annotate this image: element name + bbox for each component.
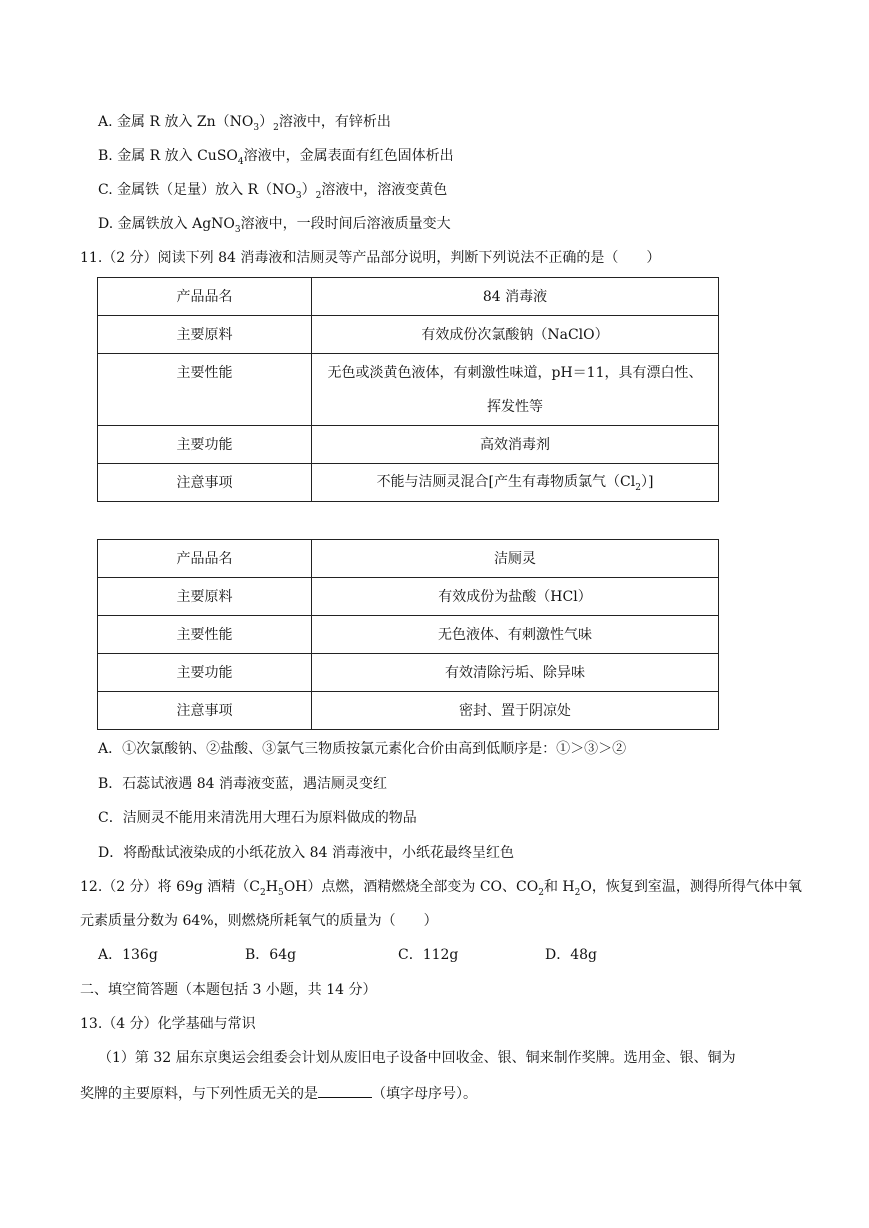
option-q11-c: C．洁厕灵不能用来清洗用大理石为原料做成的物品	[98, 810, 417, 826]
table-cell-key: 产品品名	[98, 540, 312, 578]
table-cell-key: 主要原料	[98, 316, 312, 354]
product-table-84-disinfectant	[97, 277, 719, 502]
option-q12-b: B．64g	[245, 947, 297, 963]
question-11-stem: 11.（2 分）阅读下列 84 消毒液和洁厕灵等产品部分说明，判断下列说法不正确的是（ ）	[80, 250, 661, 266]
table-row	[98, 692, 719, 730]
table-cell-key: 注意事项	[98, 464, 312, 502]
question-12-stem-line-2: 元素质量分数为 64%，则燃烧所耗氧气的质量为（ ）	[80, 913, 438, 929]
question-13-stem: 13.（4 分）化学基础与常识	[80, 1016, 256, 1032]
table-cell-key: 主要功能	[98, 654, 312, 692]
table-cell-value: 无色液体、有刺激性气味	[312, 616, 719, 654]
table-cell-key: 产品品名	[98, 278, 312, 316]
option-q12-c: C．112g	[398, 947, 459, 963]
table-row	[98, 354, 719, 426]
value-line-1: 无色或淡黄色液体，有刺激性味道，pH＝11，具有漂白性、	[327, 364, 703, 381]
table-cell-value: 洁厕灵	[312, 540, 719, 578]
question-13-part1-line-1: （1）第 32 届东京奥运会组委会计划从废旧电子设备中回收金、银、铜来制作奖牌。选用金、银、铜为	[98, 1050, 736, 1066]
table-cell-value: 有效清除污垢、除异味	[312, 654, 719, 692]
table-row	[98, 426, 719, 464]
table-cell-key: 主要原料	[98, 578, 312, 616]
option-q12-a: A．136g	[98, 947, 158, 963]
option-q11-d: D．将酚酞试液染成的小纸花放入 84 消毒液中，小纸花最终呈红色	[98, 845, 514, 861]
option-q10-c: C. 金属铁（足量）放入 $R(NO_3)_2$溶液中，溶液变黄色	[98, 182, 448, 201]
table-cell-value: 84 消毒液	[312, 278, 719, 316]
table-cell-key: 注意事项	[98, 692, 312, 730]
option-q10-d: D. 金属铁放入 AgNO$_3$溶液中，一段时间后溶液质量变大	[98, 216, 451, 235]
table-cell-value: 不能与洁厕灵混合[产生有毒物质氯气$(Cl_2)$]	[312, 464, 719, 502]
table-cell-key: 主要性能	[98, 354, 312, 426]
value-line-2: 挥发性等	[487, 398, 543, 415]
table-row	[98, 616, 719, 654]
table-cell-key: 主要性能	[98, 616, 312, 654]
question-13-part1-line-2: 奖牌的主要原料，与下列性质无关的是 （填字母序号）。	[80, 1083, 477, 1104]
table-row	[98, 278, 719, 316]
option-q10-a: A. 金属 R 放入 $Zn(NO_3)_2$溶液中，有锌析出	[98, 114, 391, 133]
table-row	[98, 654, 719, 692]
table-cell-value: 有效成份次氯酸钠（NaClO）	[312, 316, 719, 354]
table-cell-value: 高效消毒剂	[312, 426, 719, 464]
answer-blank[interactable]	[318, 1083, 372, 1098]
table-cell-value	[312, 354, 719, 426]
table-cell-value: 有效成份为盐酸（HCl）	[312, 578, 719, 616]
option-q11-a: A．①次氯酸钠、②盐酸、③氯气三物质按氯元素化合价由高到低顺序是：①＞③＞②	[98, 741, 627, 757]
table-row	[98, 464, 719, 502]
option-q12-d: D．48g	[545, 947, 598, 963]
section-heading: 二、填空简答题（本题包括 3 小题，共 14 分）	[80, 982, 377, 998]
option-q11-b: B．石蕊试液遇 84 消毒液变蓝，遇洁厕灵变红	[98, 776, 388, 792]
table-row	[98, 540, 719, 578]
table-cell-value: 密封、置于阴凉处	[312, 692, 719, 730]
option-q10-b: B. 金属 R 放入 CuSO$_4$溶液中，金属表面有红色固体析出	[98, 148, 454, 167]
product-table-toilet-cleaner	[97, 539, 719, 730]
question-12-stem-line-1: 12.（2 分）将 69g 酒精$(C_2H_5OH)$点燃，酒精燃烧全部变为 CO、$CO_2$和 $H_2O$，恢复到室温，测得所得气体中氧	[80, 879, 802, 898]
table-row	[98, 578, 719, 616]
table-row	[98, 316, 719, 354]
table-cell-key: 主要功能	[98, 426, 312, 464]
